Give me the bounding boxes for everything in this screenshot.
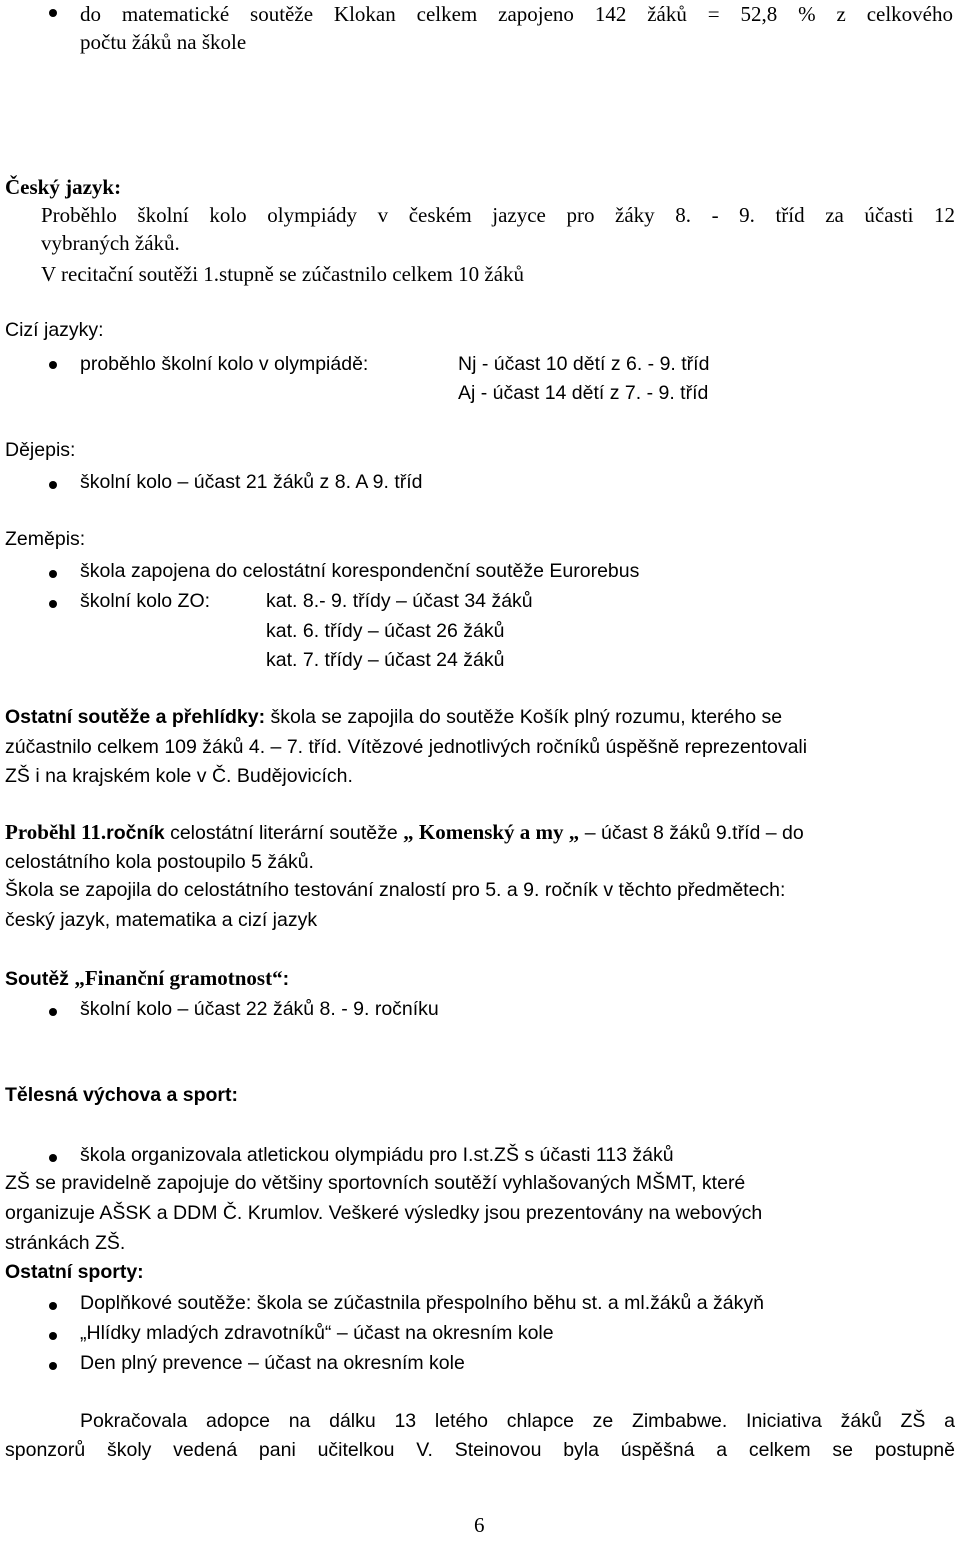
- komensky-line-1: [5, 818, 804, 849]
- cesky-line-1: Proběhlo školní kolo olympiády v českém jazyce pro žáky 8. - 9. tříd za účasti 12: [41, 203, 955, 227]
- cizi-lead: proběhlo školní kolo v olympiádě:: [80, 353, 369, 375]
- zemepis-item-2-lead: školní kolo ZO:: [80, 590, 211, 612]
- heading-ostatni-souteze: Ostatní soutěže a přehlídky:: [5, 706, 266, 728]
- telesna-line-3: stránkách ZŠ.: [5, 1232, 126, 1254]
- bullet: [49, 1008, 57, 1016]
- bullet: [49, 1362, 57, 1370]
- komensky-title: „ Komenský a my „: [403, 820, 580, 844]
- zemepis-kat-1: kat. 8.- 9. třídy – účast 34 žáků: [266, 590, 533, 612]
- cesky-line-2: vybraných žáků.: [41, 231, 180, 255]
- heading-cizi-jazyky: Cizí jazyky:: [5, 319, 104, 341]
- bullet: [49, 570, 57, 578]
- zemepis-kat-2: kat. 6. třídy – účast 26 žáků: [266, 620, 505, 642]
- sporty-item-2: „Hlídky mladých zdravotníků“ – účast na okresním kole: [80, 1322, 554, 1344]
- heading-telesna-vychova: Tělesná výchova a sport:: [5, 1084, 239, 1106]
- komensky-line-2: celostátního kola postoupilo 5 žáků.: [5, 851, 314, 873]
- ostatni-line-1: [5, 703, 782, 733]
- telesna-line-1: ZŠ se pravidelně zapojuje do většiny sportovních soutěží vyhlašovaných MŠMT, které: [5, 1172, 746, 1194]
- ostatni-line-2: zúčastnilo celkem 109 žáků 4. – 7. tříd. Vítězové jednotlivých ročníků úspěšně reprezentovali: [5, 736, 808, 758]
- page-number: 6: [474, 1513, 485, 1537]
- cesky-line-3: V recitační soutěži 1.stupně se zúčastnilo celkem 10 žáků: [41, 262, 525, 286]
- sporty-item-1: Doplňkové soutěže: škola se zúčastnila přespolního běhu st. a ml.žáků a žákyň: [80, 1292, 764, 1314]
- bullet: [49, 600, 57, 608]
- heading-zemepis: Zeměpis:: [5, 528, 86, 550]
- cizi-nj: Nj - účast 10 dětí z 6. - 9. tříd: [458, 353, 710, 375]
- klokan-line-2: počtu žáků na škole: [80, 30, 247, 54]
- heading-cesky-jazyk: Český jazyk:: [5, 175, 122, 199]
- komensky-bold-1: Proběhl 11.: [5, 820, 107, 844]
- financni-item: školní kolo – účast 22 žáků 8. - 9. ročníku: [80, 998, 439, 1020]
- komensky-text-2: – účast 8 žáků 9.tříd – do: [579, 822, 804, 844]
- telesna-line-2: organizuje AŠSK a DDM Č. Krumlov. Veškeré výsledky jsou prezentovány na webových: [5, 1202, 763, 1224]
- heading-ostatni-sporty: Ostatní sporty:: [5, 1261, 144, 1283]
- ostatni-line-3: ZŠ i na krajském kole v Č. Budějovicích.: [5, 765, 353, 787]
- financni-heading: [5, 964, 289, 995]
- bullet: [49, 361, 57, 369]
- dejepis-item: školní kolo – účast 21 žáků z 8. A 9. tříd: [80, 471, 423, 493]
- komensky-line-4: český jazyk, matematika a cizí jazyk: [5, 909, 318, 931]
- bullet: [49, 1154, 57, 1162]
- cizi-aj: Aj - účast 14 dětí z 7. - 9. tříd: [458, 382, 709, 404]
- sporty-item-3: Den plný prevence – účast na okresním kole: [80, 1352, 465, 1374]
- bullet: [49, 1302, 57, 1310]
- bullet: [49, 481, 57, 489]
- financni-heading-text: Soutěž: [5, 968, 75, 990]
- komensky-text-1: celostátní literární soutěže: [164, 822, 404, 844]
- komensky-line-3: Škola se zapojila do celostátního testování znalostí pro 5. a 9. ročník v těchto předmětech:: [5, 879, 786, 901]
- bullet: [49, 1332, 57, 1340]
- telesna-item: škola organizovala atletickou olympiádu pro I.st.ZŠ s účasti 113 žáků: [80, 1144, 674, 1166]
- zemepis-kat-3: kat. 7. třídy – účast 24 žáků: [266, 649, 505, 671]
- adopce-line-2: sponzorů školy vedená pani učitelkou V. Steinovou byla úspěšná a celkem se postupně: [5, 1439, 955, 1461]
- bullet: [49, 9, 57, 17]
- komensky-bold-2: ročník: [106, 822, 165, 844]
- financni-heading-colon: :: [282, 968, 290, 990]
- ostatni-line-1-text: škola se zapojila do soutěže Košík plný rozumu, kterého se: [265, 706, 783, 728]
- financni-heading-title: „Finanční gramotnost“: [74, 966, 283, 990]
- zemepis-item-1: škola zapojena do celostátní korespondenční soutěže Eurorebus: [80, 560, 640, 582]
- heading-dejepis: Dějepis:: [5, 439, 76, 461]
- klokan-line-1: do matematické soutěže Klokan celkem zapojeno 142 žáků = 52,8 % z celkového: [80, 2, 953, 26]
- adopce-line-1: Pokračovala adopce na dálku 13 letého chlapce ze Zimbabwe. Iniciativa žáků ZŠ a: [80, 1410, 955, 1432]
